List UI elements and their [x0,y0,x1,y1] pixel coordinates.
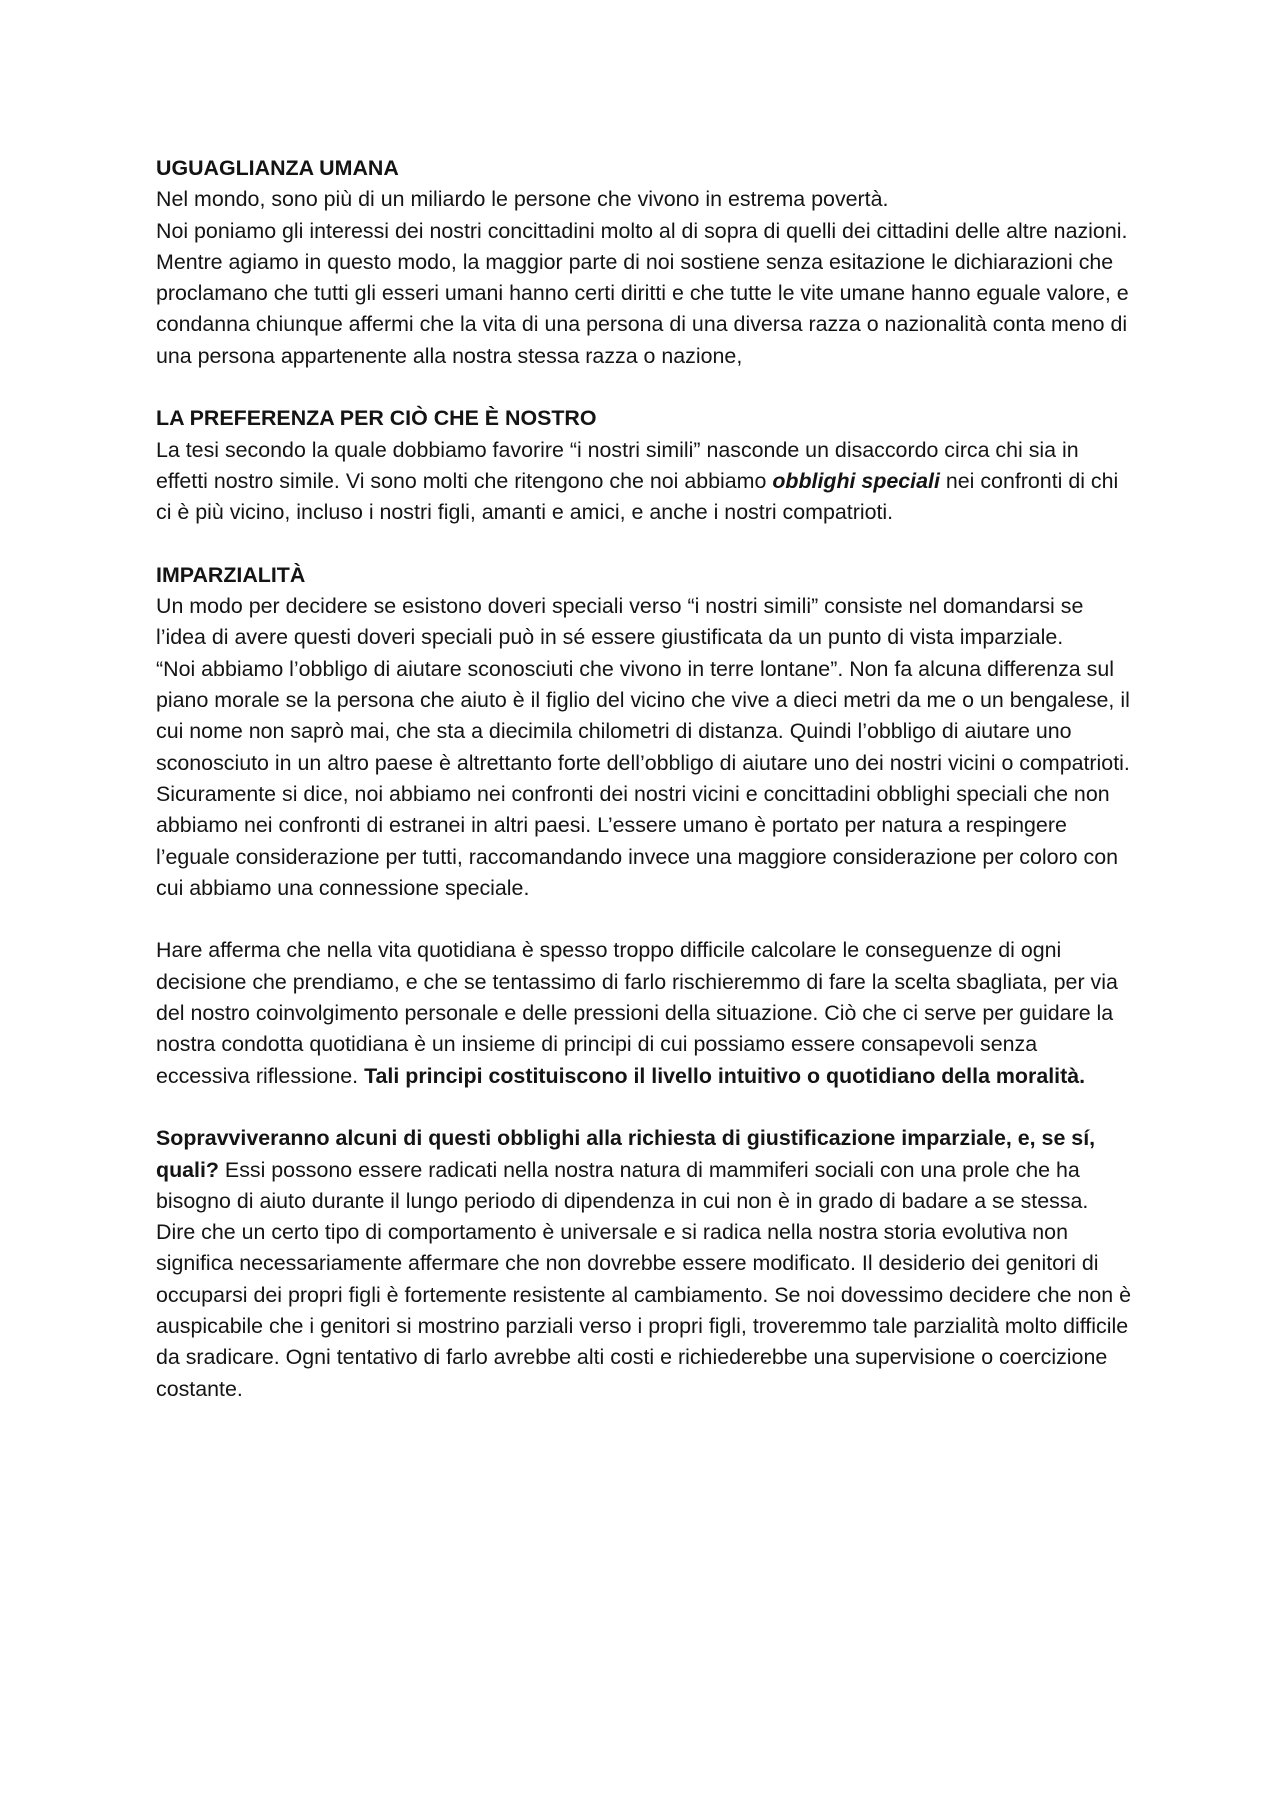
emphasized-term: obblighi speciali [772,468,940,493]
text-run: nei confronti di chi ci è più vicino, incluso i nostri figli, amanti e amici, e anche i nostri compatrioti. [156,468,1119,525]
paragraph: Mentre agiamo in questo modo, la maggior parte di noi sostiene senza esitazione le dichiarazioni che proclamano che tutti gli esseri umani hanno certi diritti e che tutte le vite umane hanno eguale valore, e condanna chiunque affermi che la vita di una persona di una diversa razza o nazionalità conta meno di una persona appartenente alla nostra stessa razza o nazione, [156,249,1129,368]
section-preferenza [156,403,1132,528]
section-heading: UGUAGLIANZA UMANA [156,156,399,180]
paragraph: “Noi abbiamo l’obbligo di aiutare sconosciuti che vivono in terre lontane”. Non fa alcuna differenza sul piano morale se la persona che aiuto è il figlio del vicino che vive a dieci metri da me o un bengalese, il cui nome non saprò mai, che sta a diecimila chilometri di distanza. Quindi l’obbligo di aiutare uno sconosciuto in un altro paese è altrettanto forte dell’obbligo di aiutare uno dei nostri vicini o compatrioti. [156,656,1130,775]
paragraph-spacer [156,904,1132,935]
bold-question: Sopravviveranno alcuni di questi obblighi alla richiesta di giustificazione imparziale, e, se sí, quali? [156,1126,1096,1182]
paragraph: Dire che un certo tipo di comportamento è universale e si radica nella nostra storia evolutiva non significa necessariamente affermare che non dovrebbe essere modificato. Il desiderio dei genitori di occuparsi dei propri figli è fortemente resistente al cambiamento. Se noi dovessimo decidere che non è auspicabile che i genitori si mostrino parziali verso i propri figli, troveremmo tale parzialità molto difficile da sradicare. Ogni tentativo di farlo avrebbe alti costi e richiederebbe una supervisione o coercizione costante. [156,1220,1131,1401]
bold-statement: Tali principi costituiscono il livello intuitivo o quotidiano della moralità. [364,1063,1086,1088]
section-heading: LA PREFERENZA PER CIÒ CHE È NOSTRO [156,406,597,431]
section-imparzialita [156,560,1132,904]
paragraph [156,935,1132,1091]
paragraph [156,435,1132,529]
paragraph-spacer [156,372,1132,403]
section-sopravviveranno [156,1123,1132,1405]
text-run: Essi possono essere radicati nella nostra natura di mammiferi sociali con una prole che ha bisogno di aiuto durante il lungo periodo di dipendenza in cui non è in grado di badare a se stessa. [156,1157,1089,1213]
paragraph: Un modo per decidere se esistono doveri speciali verso “i nostri simili” consiste nel domandarsi se l’idea di avere questi doveri speciali può in sé essere giustificata da un punto di vista imparziale. [156,594,1084,650]
paragraph-spacer [156,529,1132,560]
paragraph: Sicuramente si dice, noi abbiamo nei confronti dei nostri vicini e concittadini obblighi speciali che non abbiamo nei confronti di estranei in altri paesi. L’essere umano è portato per natura a respingere l’eguale considerazione per tutti, raccomandando invece una maggiore considerazione per coloro con cui abbiamo una connessione speciale. [156,781,1118,900]
paragraph: Nel mondo, sono più di un miliardo le persone che vivono in estrema povertà. [156,187,889,212]
section-hare [156,935,1132,1091]
text-run: Hare afferma che nella vita quotidiana è spesso troppo difficile calcolare le conseguenze di ogni decisione che prendiamo, e che se tentassimo di farlo rischieremmo di fare la scelta sbagliata, per via del nostro coinvolgimento personale e delle pressioni della situazione. Ciò che ci serve per guidare la nostra condotta quotidiana è un insieme di principi di cui possiamo essere consapevoli senza eccessiva riflessione. [156,938,1118,1088]
document-page [156,153,1132,1405]
paragraph [156,1123,1132,1217]
paragraph-spacer [156,1092,1132,1123]
section-heading: IMPARZIALITÀ [156,562,306,587]
section-uguaglianza-umana [156,153,1132,372]
text-run: La tesi secondo la quale dobbiamo favorire “i nostri simili” nasconde un disaccordo circa chi sia in effetti nostro simile. Vi sono molti che ritengono che noi abbiamo [156,437,1079,493]
paragraph: Noi poniamo gli interessi dei nostri concittadini molto al di sopra di quelli dei cittadini delle altre nazioni. [156,218,1128,243]
